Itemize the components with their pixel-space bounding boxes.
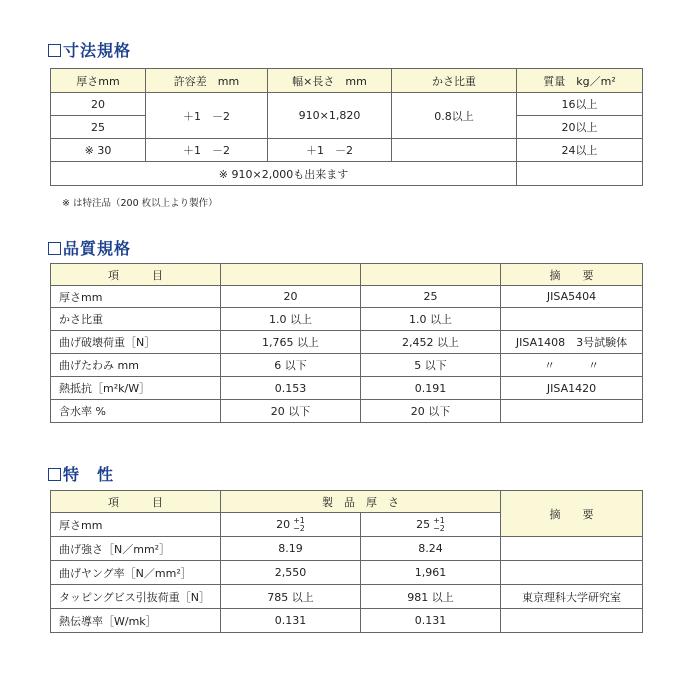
density-cell: 0.8以上 xyxy=(392,93,517,139)
value-20-cell: 1,765 以上 xyxy=(221,331,361,354)
table-row xyxy=(51,286,643,308)
density-cell xyxy=(392,139,517,162)
thickness-20-cell: 20 +1 −2 xyxy=(221,513,361,537)
table-row xyxy=(51,308,643,331)
header-mass: 質量 kg／m² xyxy=(517,69,643,93)
table-row xyxy=(51,609,643,633)
header-20 xyxy=(221,264,361,286)
custom-order-note: ※ は特注品（200 枚以上より製作） xyxy=(62,198,218,209)
item-cell: 曲げヤング率［N／mm²］ xyxy=(51,561,221,585)
value-25-cell: 8.24 xyxy=(361,537,501,561)
value-20-cell: 20 xyxy=(221,286,361,308)
remark-cell xyxy=(501,609,643,633)
header-tolerance: 許容差 mm xyxy=(146,69,268,93)
table-header-row xyxy=(51,491,643,513)
remark-cell: JISA1420 xyxy=(501,377,643,400)
item-cell: 厚さmm xyxy=(51,513,221,537)
table-row xyxy=(51,139,643,162)
table-row xyxy=(51,585,643,609)
remark-cell xyxy=(501,400,643,423)
table-row xyxy=(51,400,643,423)
value-20-cell: 0.131 xyxy=(221,609,361,633)
header-25 xyxy=(361,264,501,286)
header-remark: 摘 要 xyxy=(501,491,643,537)
thickness-25-cell: 25 +1 −2 xyxy=(361,513,501,537)
tolerance-mark: +1 −2 xyxy=(293,515,305,533)
table-header-row xyxy=(51,69,643,93)
header-size: 幅×長さ mm xyxy=(268,69,392,93)
remark-cell xyxy=(501,561,643,585)
thickness-cell: 20 xyxy=(51,93,146,116)
value-25-cell: 0.131 xyxy=(361,609,501,633)
item-cell: 含水率 % xyxy=(51,400,221,423)
remark-cell xyxy=(501,537,643,561)
item-cell: タッピングビス引抜荷重［N］ xyxy=(51,585,221,609)
remark-cell: 東京理科大学研究室 xyxy=(501,585,643,609)
mass-cell: 24以上 xyxy=(517,139,643,162)
item-cell: 曲げたわみ mm xyxy=(51,354,221,377)
value-20-cell: 785 以上 xyxy=(221,585,361,609)
tolerance-cell: ＋1 －2 xyxy=(146,139,268,162)
value-25-cell: 25 xyxy=(361,286,501,308)
remark-cell xyxy=(501,308,643,331)
tolerance-mark: +1 −2 xyxy=(433,515,445,533)
empty-cell xyxy=(517,162,643,186)
remark-cell: 〃 〃 xyxy=(501,354,643,377)
item-cell: 熱抵抗［m²k/W］ xyxy=(51,377,221,400)
remark-cell: JISA5404 xyxy=(501,286,643,308)
value-25-cell: 1,961 xyxy=(361,561,501,585)
table-row xyxy=(51,537,643,561)
table-row xyxy=(51,331,643,354)
footer-note: ※ 910×2,000も出来ます xyxy=(51,162,517,186)
item-cell: 曲げ強さ［N／mm²］ xyxy=(51,537,221,561)
value-25-cell: 0.191 xyxy=(361,377,501,400)
header-density: かさ比重 xyxy=(392,69,517,93)
value-20-cell: 20 以下 xyxy=(221,400,361,423)
item-cell: 曲げ破壊荷重［N］ xyxy=(51,331,221,354)
header-remark: 摘 要 xyxy=(501,264,643,286)
table-row xyxy=(51,93,643,116)
size-cell: ＋1 －2 xyxy=(268,139,392,162)
item-cell: 熱伝導率［W/mk］ xyxy=(51,609,221,633)
thickness-cell: 25 xyxy=(51,116,146,139)
value-20-cell: 1.0 以上 xyxy=(221,308,361,331)
value-25-cell: 5 以下 xyxy=(361,354,501,377)
value-20-cell: 6 以下 xyxy=(221,354,361,377)
item-cell: 厚さmm xyxy=(51,286,221,308)
section-heading-quality: 品質規格 xyxy=(48,236,131,259)
mass-cell: 20以上 xyxy=(517,116,643,139)
header-product-thickness: 製 品 厚 さ xyxy=(221,491,501,513)
section-heading-characteristics: 特 性 xyxy=(48,462,114,485)
value-25-cell: 1.0 以上 xyxy=(361,308,501,331)
table-row xyxy=(51,377,643,400)
table-header-row xyxy=(51,264,643,286)
value-20-cell: 2,550 xyxy=(221,561,361,585)
header-thickness: 厚さmm xyxy=(51,69,146,93)
table-footer-row xyxy=(51,162,643,186)
header-item: 項 目 xyxy=(51,491,221,513)
item-cell: かさ比重 xyxy=(51,308,221,331)
value-25-cell: 981 以上 xyxy=(361,585,501,609)
quality-table xyxy=(50,263,643,423)
tolerance-cell: ＋1 －2 xyxy=(146,93,268,139)
value-25-cell: 20 以下 xyxy=(361,400,501,423)
table-row xyxy=(51,354,643,377)
value-25-cell: 2,452 以上 xyxy=(361,331,501,354)
value-20-cell: 0.153 xyxy=(221,377,361,400)
size-cell: 910×1,820 xyxy=(268,93,392,139)
mass-cell: 16以上 xyxy=(517,93,643,116)
value-20-cell: 8.19 xyxy=(221,537,361,561)
remark-cell: JISA1408 3号試験体 xyxy=(501,331,643,354)
table-row xyxy=(51,561,643,585)
characteristics-table xyxy=(50,490,643,633)
header-item: 項 目 xyxy=(51,264,221,286)
dimensions-table xyxy=(50,68,643,186)
thickness-cell: ※ 30 xyxy=(51,139,146,162)
section-heading-dimensions: 寸法規格 xyxy=(48,38,131,61)
